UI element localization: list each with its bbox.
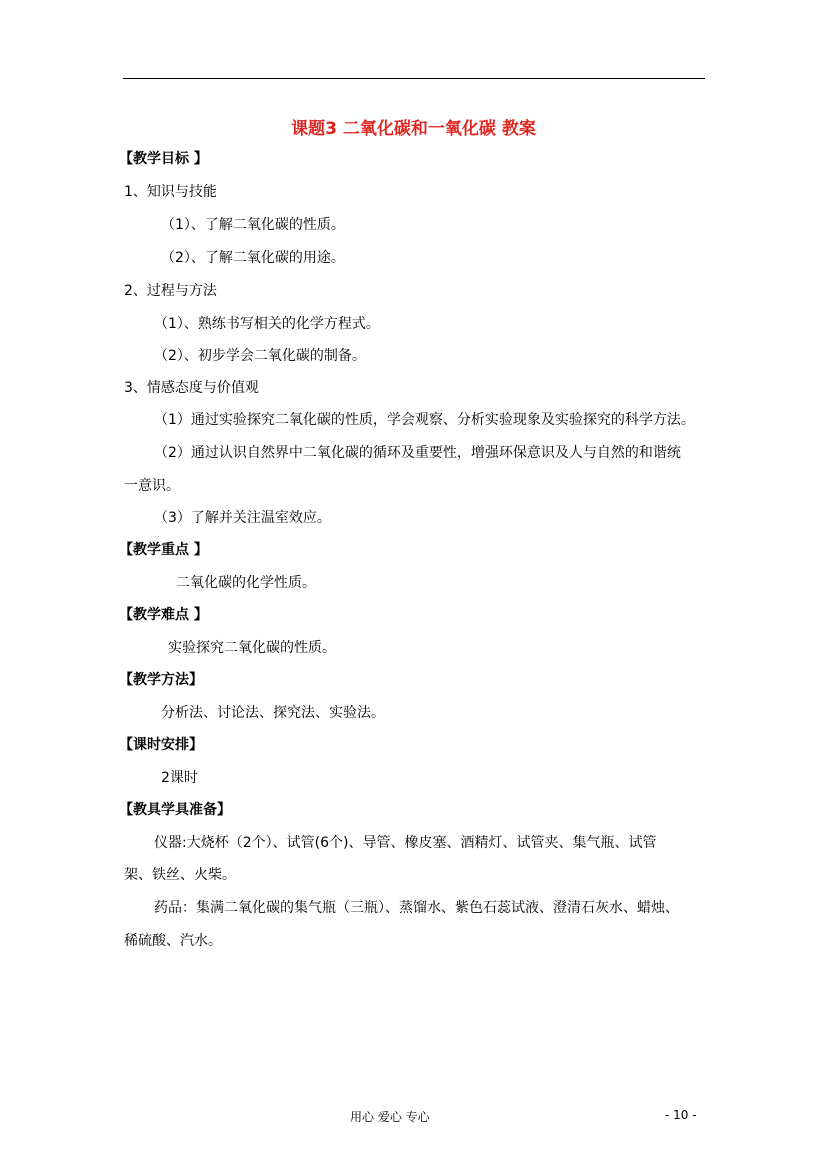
- schedule-heading: 【课时安排】: [119, 737, 203, 753]
- process-item: （1）、熟练书写相关的化学方程式。: [154, 316, 380, 332]
- materials-heading: 【教具学具准备】: [119, 802, 231, 818]
- process-heading: 2、过程与方法: [124, 283, 217, 299]
- method-text: 分析法、讨论法、探究法、实验法。: [161, 705, 385, 721]
- footer-motto: 用心 爱心 专心: [350, 1110, 430, 1124]
- knowledge-heading: 1、知识与技能: [124, 184, 217, 200]
- reagents-line: 药品：集满二氧化碳的集气瓶（三瓶）、蒸馏水、紫色石蕊试液、澄清石灰水、蜡烛、: [154, 900, 679, 916]
- emotion-item-continued: 一意识。: [124, 478, 180, 494]
- emotion-item: （3）了解并关注温室效应。: [154, 510, 331, 526]
- instruments-line-continued: 架、铁丝、火柴。: [124, 867, 236, 883]
- method-heading: 【教学方法】: [119, 672, 203, 688]
- knowledge-item: （2）、了解二氧化碳的用途。: [161, 250, 345, 266]
- key-point-text: 二氧化碳的化学性质。: [176, 575, 316, 591]
- header-rule: [123, 78, 705, 79]
- emotion-item: （2）通过认识自然界中二氧化碳的循环及重要性，增强环保意识及人与自然的和谐统: [154, 445, 681, 461]
- document-title: 课题3 二氧化碳和一氧化碳 教案: [291, 119, 536, 139]
- page-number: - 10 -: [665, 1108, 697, 1122]
- schedule-text: 2课时: [161, 770, 198, 786]
- emotion-item: （1）通过实验探究二氧化碳的性质，学会观察、分析实验现象及实验探究的科学方法。: [154, 412, 695, 428]
- difficulty-heading: 【教学难点 】: [119, 607, 208, 623]
- process-item: （2）、初步学会二氧化碳的制备。: [154, 348, 366, 364]
- difficulty-text: 实验探究二氧化碳的性质。: [168, 640, 336, 656]
- reagents-line-continued: 稀硫酸、汽水。: [124, 933, 222, 949]
- emotion-heading: 3、情感态度与价值观: [124, 380, 259, 396]
- goals-heading: 【教学目标 】: [119, 151, 208, 167]
- knowledge-item: （1）、了解二氧化碳的性质。: [161, 217, 345, 233]
- key-point-heading: 【教学重点 】: [119, 542, 208, 558]
- instruments-line: 仪器:大烧杯（2个）、试管(6个)、导管、橡皮塞、酒精灯、试管夹、集气瓶、试管: [154, 835, 657, 851]
